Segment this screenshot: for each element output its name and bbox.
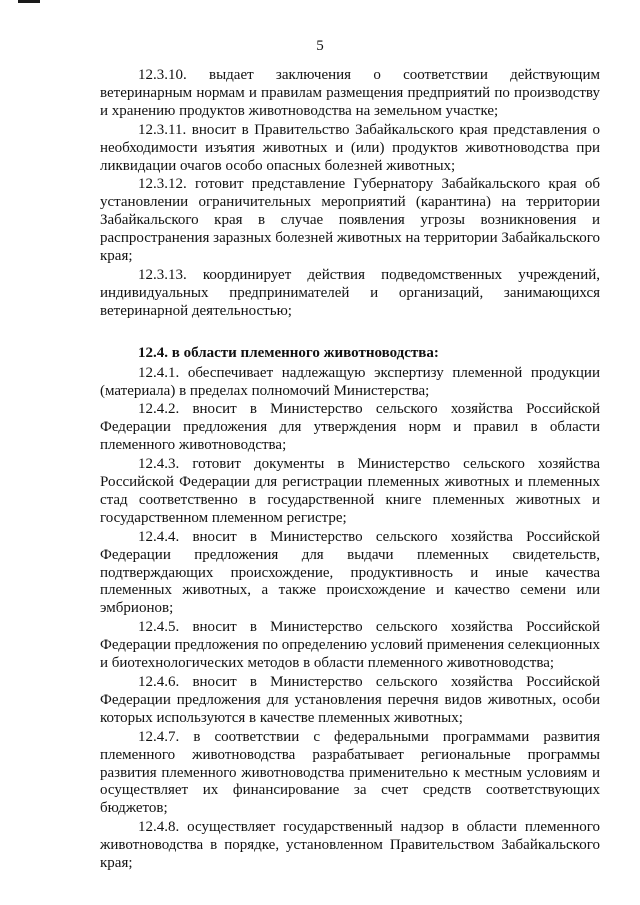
paragraph-12-4-3: 12.4.3. готовит документы в Министерство сельского хозяйства Российской Федерации для регистрации племенных животных и племенных стад соответственно в государственной книге племенных животных и государственном племенном регистре;: [100, 456, 600, 526]
paragraph-12-4-8: 12.4.8. осуществляет государственный надзор в области племенного животноводства в порядке, установленном Правительством Забайкальского края;: [100, 819, 600, 872]
page-number: 5: [316, 38, 324, 54]
section-heading-12-4: 12.4. в области племенного животноводства:: [138, 344, 439, 361]
paragraph-12-4-5: 12.4.5. вносит в Министерство сельского хозяйства Российской Федерации предложения по определению условий применения селекционных и биотехнологических методов в области племенного животноводства;: [100, 619, 600, 672]
paragraph-12-3-12: 12.3.12. готовит представление Губернатору Забайкальского края об установлении ограничительных мероприятий (карантина) на территории Забайкальского края в случае появления угрозы возникновения и распространения заразных болезней животных на территории Забайкальского края;: [100, 176, 600, 265]
paragraph-12-4-6: 12.4.6. вносит в Министерство сельского хозяйства Российской Федерации предложения для установления перечня видов животных, особи которых используются в качестве племенных животных;: [100, 674, 600, 726]
paragraph-12-4-2: 12.4.2. вносит в Министерство сельского хозяйства Российской Федерации предложения для утверждения норм и правил в области племенного животноводства;: [100, 401, 600, 454]
document-body: [100, 67, 600, 874]
paragraph-12-3-11: 12.3.11. вносит в Правительство Забайкальского края представления о необходимости изъятия животных и (или) продуктов животноводства при ликвидации очагов особо опасных болезней животных;: [100, 121, 600, 174]
scan-edge-mark: [18, 0, 40, 3]
paragraph-12-4-1: 12.4.1. обеспечивает надлежащую экспертизу племенной продукции (материала) в пределах полномочий Министерства;: [100, 364, 600, 399]
paragraph-12-4-7: 12.4.7. в соответствии с федеральными программами развития племенного животноводства разрабатывает региональные программы развития племенного животноводства применительно к местным условиям и осуществляет их финансирование за счет средств соответствующих бюджетов;: [100, 728, 600, 817]
paragraph-12-3-10: 12.3.10. выдает заключения о соответствии действующим ветеринарным нормам и правилам размещения предприятий по производству и хранению продуктов животноводства на земельном участке;: [100, 67, 600, 119]
paragraph-12-3-13: 12.3.13. координирует действия подведомственных учреждений, индивидуальных предпринимателей и организаций, занимающихся ветеринарной деятельностью;: [100, 266, 600, 319]
paragraph-12-4-4: 12.4.4. вносит в Министерство сельского хозяйства Российской Федерации предложения для выдачи племенных свидетельств, подтверждающих происхождение, продуктивность и иные качества племенных животных, а также происхождение и качество семени или эмбрионов;: [100, 528, 600, 617]
